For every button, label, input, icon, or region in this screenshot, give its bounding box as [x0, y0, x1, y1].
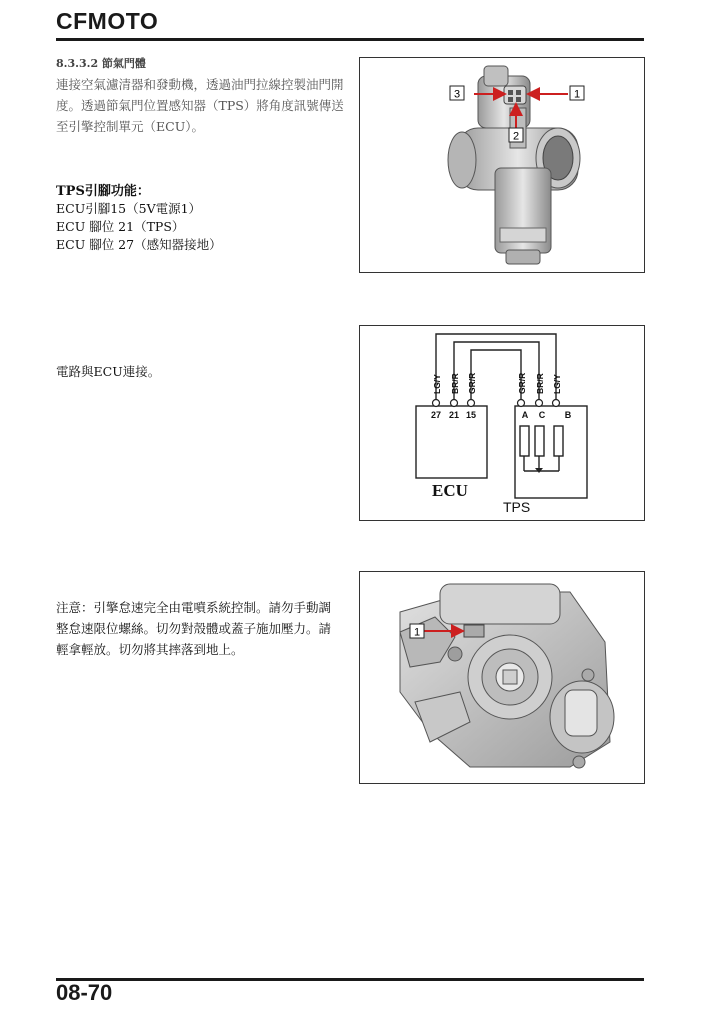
ecu-pin-number: 15 — [465, 410, 477, 420]
list-item: ECU引腳15（5V電源1） — [56, 201, 202, 216]
callout-3 — [450, 86, 464, 101]
circuit-diagram — [360, 326, 643, 519]
footer-rule — [56, 978, 644, 981]
throttle-body-illustration — [360, 58, 643, 271]
idle-screw-figure — [359, 571, 645, 784]
svg-text:1: 1 — [573, 88, 581, 101]
wire-label: LG/Y — [552, 374, 562, 394]
wire-label: LG/Y — [432, 374, 442, 394]
circuit-description: 電路與ECU連接。 — [56, 364, 161, 379]
tps-pin-letter: B — [564, 410, 572, 420]
tps-pin-letter: A — [521, 410, 529, 420]
section-heading: 8.3.3.2 節氣門體 — [56, 57, 146, 70]
throttle-body-figure — [359, 57, 645, 273]
tps-pin-list — [56, 200, 222, 254]
tps-label: TPS — [503, 499, 531, 515]
list-item: ECU 腳位 27（感知器接地） — [56, 237, 222, 252]
caution-paragraph: 注意：引擎怠速完全由電噴系統控制。請勿手動調整怠速限位螺絲。切勿對殼體或蓋子施加壓力。請輕拿輕放。切勿將其摔落到地上。 — [56, 600, 332, 657]
tps-pin-title: TPS引腳功能： — [56, 184, 150, 199]
svg-text:2: 2 — [512, 130, 520, 143]
ecu-tps-circuit-figure — [359, 325, 645, 521]
brand-logo: CFMOTO — [56, 8, 159, 34]
list-item: ECU 腳位 21（TPS） — [56, 219, 185, 234]
header-rule — [56, 38, 644, 41]
wire-label: BR/R — [450, 373, 460, 394]
callout-2 — [509, 128, 523, 143]
callout-1 — [410, 624, 424, 639]
wire-label: GR/R — [467, 372, 477, 394]
page-number: 08-70 — [56, 980, 113, 1005]
ecu-label: ECU — [432, 481, 468, 500]
wire-label: BR/R — [535, 373, 545, 394]
svg-text:1: 1 — [413, 626, 421, 639]
callout-1 — [570, 86, 584, 101]
wire-label: GR/R — [517, 372, 527, 394]
svg-text:3: 3 — [453, 88, 461, 101]
ecu-pin-number: 27 — [430, 410, 442, 420]
tps-pin-letter: C — [538, 410, 546, 420]
ecu-pin-number: 21 — [448, 410, 460, 420]
intro-paragraph: 連接空氣濾清器和發動機，透過油門拉線控製油門開度。透過節氣門位置感知器（TPS）將角度訊號傳送至引擎控制單元（ECU）。 — [56, 77, 344, 134]
throttle-body-side-illustration — [360, 572, 643, 782]
